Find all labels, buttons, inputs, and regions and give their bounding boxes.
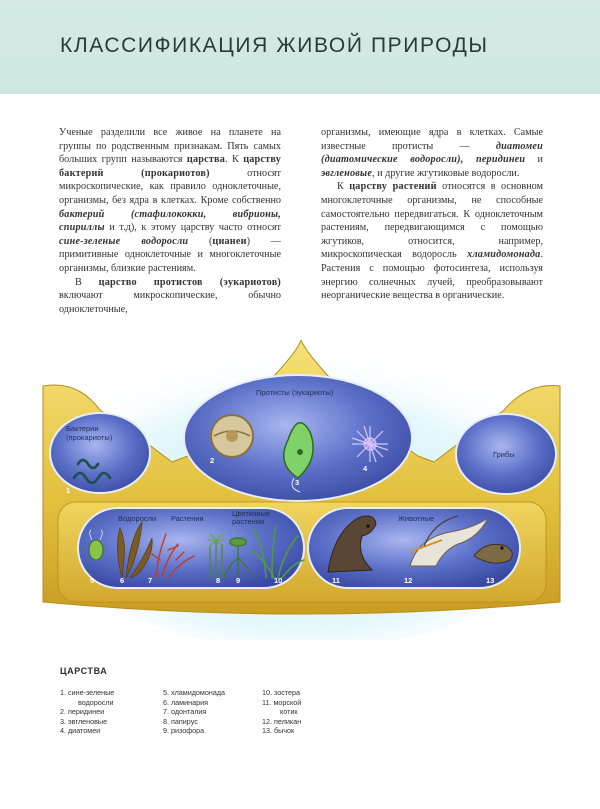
paragraph-protists-cont [321,126,543,180]
term-plant-kingdom: царству растений [349,181,437,193]
text-run: относятся в основном многоклеточные организмы, не способные самостоятельно передвигаться. К одноклеточным растениям, передвигающимся с помощью жгутиков, относится, например, микроскопическая водоросль [321,181,543,261]
text-run: . К [225,154,244,166]
organism-number-6: 6 [120,576,125,585]
text-run: включают микроскопические, обычно одноклеточные, [59,290,281,315]
organism-number-1: 1 [66,486,71,495]
paragraph-plants [321,180,543,302]
text-run: организмы, имеющие ядра в клетках. Самые известные протисты — [321,127,543,152]
term-blue-green-algae: сине-зеленые водоросли [59,235,189,247]
legend-item: 10. зостера [262,688,300,697]
term-bacteria: бактерий (стафилококки, вибрионы, спириллы [59,208,281,234]
term-diatoms: диатомеи (диатомические водоросли), перидинеи [321,140,543,166]
term-euglenoids: эвгленовые [321,167,373,179]
kingdoms-crown-diagram [38,340,564,640]
text-column-left [59,126,281,316]
text-run: , и другие жгутиковые водоросли. [372,167,520,179]
text-run: ( [188,235,213,247]
organism-number-13: 13 [486,576,495,585]
flowering-line2: растения [232,517,265,526]
plants-label: Растения [171,514,204,523]
algae-sublabel: Водоросли [118,514,157,523]
legend-item: 2. перидинеи [60,707,105,717]
bacteria-label [66,424,112,442]
page-title: КЛАССИФИКАЦИЯ ЖИВОЙ ПРИРОДЫ [60,34,489,57]
organism-number-3: 3 [295,478,300,487]
protists-label: Протисты (эукариоты) [256,388,334,397]
text-run: К [337,181,350,193]
organism-number-9: 9 [236,576,241,585]
paragraph-protists [59,276,281,317]
legend-item: 4. диатомеи [60,726,101,736]
organism-number-11: 11 [332,576,340,585]
organism-number-7: 7 [148,576,153,585]
organism-number-8: 8 [216,576,221,585]
text-run: относят микроскопические, как правило одноклеточные, организмы, без ядра в клетках. Кроме собственно [59,167,281,206]
legend-column-2 [163,688,225,736]
legend-item: 13. бычок [262,726,295,736]
text-run: . Растения с помощью фотосинтеза, используя энергию солнечных лучей, преобразовывают неорганические вещества в органические. [321,249,543,302]
flowering-plants-sublabel [232,510,270,526]
term-chlamydomonas: хламидомонада [467,249,541,261]
bacteria-label-line1: Бактерии [66,424,99,433]
bacteria-label-line2: (прокариоты) [66,433,113,442]
text-run: Ученые разделили все живое на планете на группы по родственным признакам. Пять самых больших групп называются [59,127,281,166]
legend-item: 11. морской [262,697,302,707]
legend-column-3 [262,688,301,736]
legend-item: 7. одонталия [163,707,207,717]
legend-column-1 [60,688,114,736]
organism-number-10: 10 [274,576,283,585]
legend-item: 12. пеликан [262,716,302,726]
papyrus-icon [208,534,224,578]
term-bacteria-kingdom: царству бактерий (прокариотов) [59,154,281,179]
legend-item: 1. сине-зеленые [60,688,115,697]
legend-item: 5. хламидомонада [163,688,226,697]
organism-number-5: 5 [90,576,95,585]
legend-item: 9. ризофора [163,726,205,736]
legend-item-continuation: водоросли [78,697,114,707]
term-kingdoms: царства [186,154,226,166]
diatom-icon [352,426,388,462]
legend-item: 8. папирус [163,716,198,726]
paragraph-intro [59,126,281,276]
animals-label: Животные [398,514,435,523]
peridinea-icon [211,415,253,457]
text-run: и [525,154,544,166]
term-protists-kingdom: царство протистов (эукариотов) [98,276,281,288]
legend-item: 3. эвгленовые [60,716,108,726]
term-cyanea: цианеи [212,235,247,247]
organism-number-12: 12 [404,576,413,585]
organism-number-4: 4 [363,464,368,473]
flowering-line1: Цветковые [232,509,270,518]
text-column-right [321,126,543,303]
text-run: В [75,276,99,288]
legend-item: 6. ламинария [163,697,209,707]
fungi-label: Грибы [493,450,515,459]
legend-item-continuation: котик [280,707,298,717]
legend-heading: ЦАРСТВА [60,666,108,676]
crown-illustration [38,340,564,640]
text-run: и т.д), к этому царству часто относят [104,222,281,234]
text-run: ) — примитивные одноклеточные и многоклеточные организмы, близкие растениям. [59,235,281,274]
organism-number-2: 2 [210,456,215,465]
